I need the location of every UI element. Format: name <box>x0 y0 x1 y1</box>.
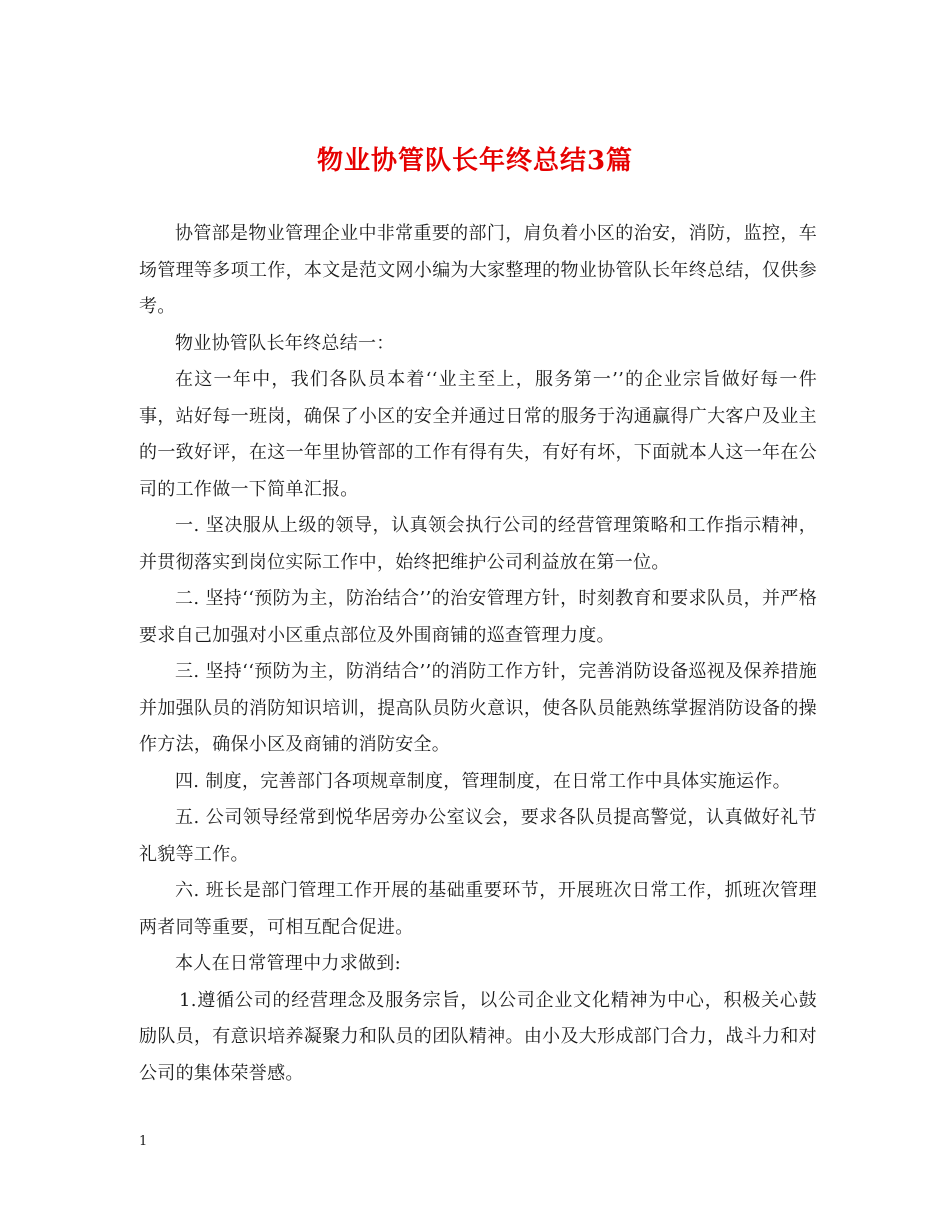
paragraph-item-4: 四. 制度，完善部门各项规章制度，管理制度，在日常工作中具体实施运作。 <box>175 770 791 792</box>
paragraph-item-5: 五. 公司领导经常到悦华居旁办公室议会，要求各队员提高警觉，认真做好礼节礼貌等工作。 <box>139 807 817 865</box>
document-body <box>139 216 817 1092</box>
paragraph-item-2: 二. 坚持‘‘预防为主，防治结合’’的治安管理方针，时刻教育和要求队员，并严格要求自己加强对小区重点部位及外围商铺的巡查管理力度。 <box>139 588 817 646</box>
paragraph-intro: 协管部是物业管理企业中非常重要的部门，肩负着小区的治安，消防，监控，车场管理等多项工作，本文是范文网小编为大家整理的物业协管队长年终总结，仅供参考。 <box>139 223 817 317</box>
paragraph-item-3: 三. 坚持‘‘预防为主，防消结合’’的消防工作方针，完善消防设备巡视及保养措施并加强队员的消防知识培训，提高队员防火意识，使各队员能熟练掌握消防设备的操作方法，确保小区及商铺的消防安全。 <box>139 661 817 755</box>
document-title: 物业协管队长年终总结3篇 <box>316 146 634 176</box>
paragraph-overview: 在这一年中，我们各队员本着‘‘业主至上，服务第一’’的企业宗旨做好每一件事，站好每一班岗，确保了小区的安全并通过日常的服务于沟通赢得广大客户及业主的一致好评，在这一年里协管部的工作有得有失，有好有坏，下面就本人这一年在公司的工作做一下简单汇报。 <box>139 369 817 500</box>
page-number: 1 <box>139 1134 148 1149</box>
paragraph-practice-1: 1.遵循公司的经营理念及服务宗旨，以公司企业文化精神为中心，积极关心鼓励队员，有意识培养凝聚力和队员的团队精神。由小及大形成部门合力，战斗力和对公司的集体荣誉感。 <box>139 989 817 1084</box>
paragraph-item-1: 一. 坚决服从上级的领导，认真领会执行公司的经营管理策略和工作指示精神，并贯彻落实到岗位实际工作中，始终把维护公司利益放在第一位。 <box>139 515 817 573</box>
paragraph-item-6: 六. 班长是部门管理工作开展的基础重要环节，开展班次日常工作，抓班次管理两者同等重要，可相互配合促进。 <box>139 880 817 938</box>
paragraph-section-heading: 物业协管队长年终总结一： <box>175 332 395 354</box>
paragraph-practice-heading: 本人在日常管理中力求做到: <box>175 953 401 974</box>
